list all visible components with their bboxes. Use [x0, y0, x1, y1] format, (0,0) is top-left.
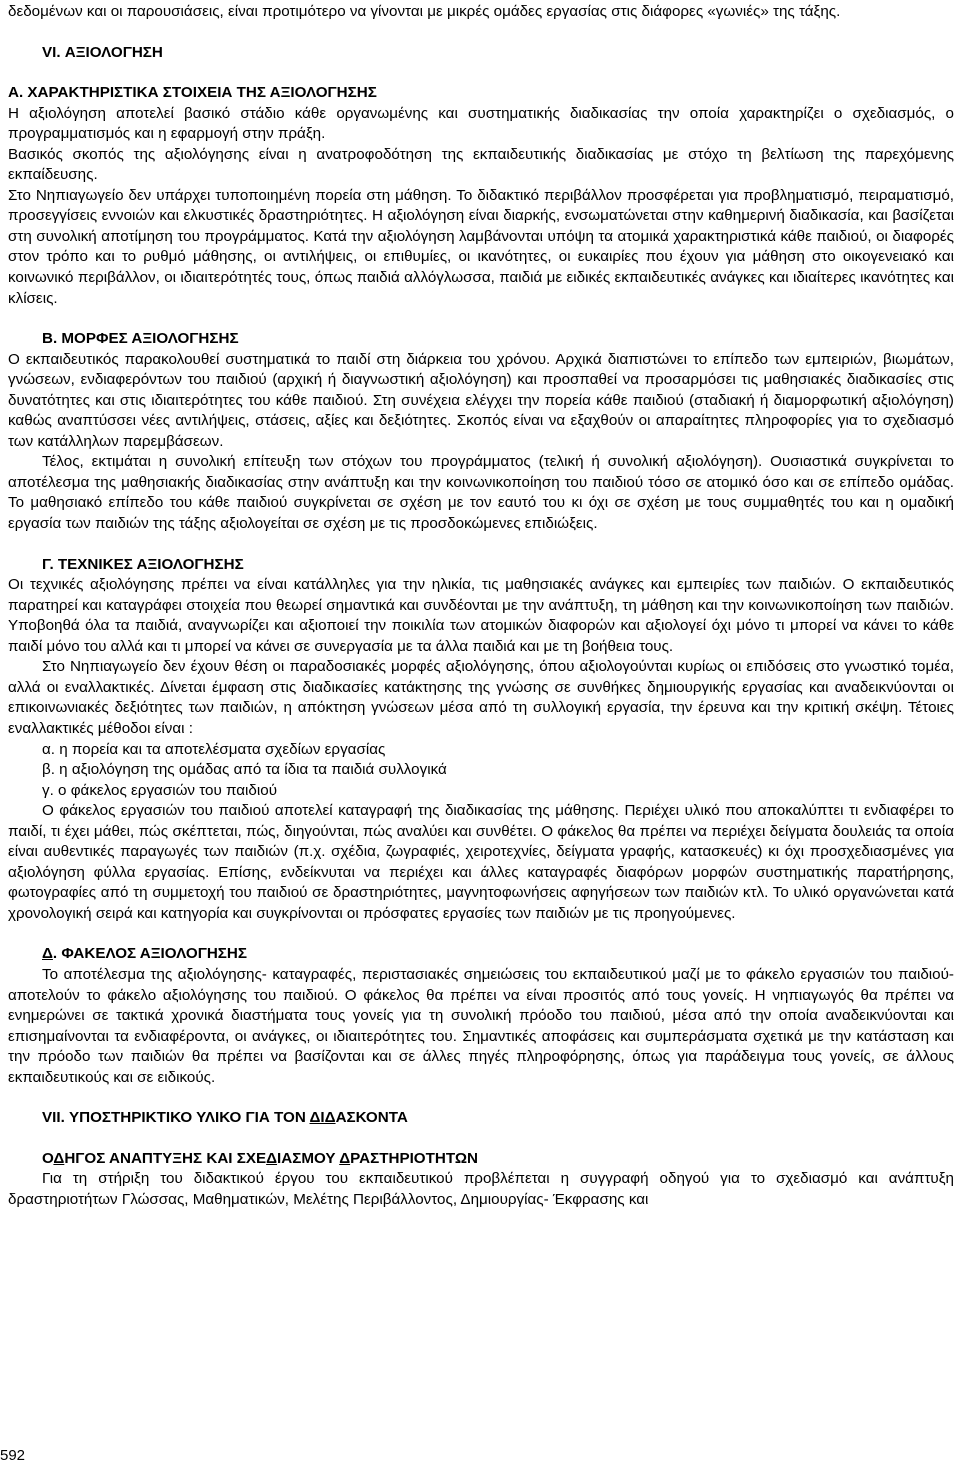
heading-text: VII. ΥΠΟΣΤΗΡΙΚΤΙΚΟ ΥΛΙΚΟ ΓΙΑ ΤΟΝ	[42, 1109, 310, 1127]
heading-underlined-letters: ΔΙΔ	[309, 1109, 336, 1127]
subsection-a-heading: Α. ΧΑΡΑΚΤΗΡΙΣΤΙΚΑ ΣΤΟΙΧΕΙΑ ΤΗΣ ΑΞΙΟΛΟΓΗΣΗΣ	[8, 84, 377, 102]
subsection-g-paragraph-3: Ο φάκελος εργασιών του παιδιού αποτελεί καταγραφή της διαδικασίας της μάθησης. Περιέχει υλικό που αποκαλύπτει τι ενδιαφέρει το παιδί, τι έχει μάθει, πώς σκέπτεται, πώς, διηγούνται, πώς αναλύει και συνθέτει. Ο φάκελος θα πρέπει να περιέχει δείγματα δουλειάς τα οποία είναι αυθεντικές παραγωγές των παιδιών (π.χ. σχέδια, ζωγραφιές, χειροτεχνίες, δείγματα γραφής, κατασκευές) κι όχι προσχεδιασμένες για αξιολόγηση φύλλα εργασίας. Επίσης, ενδείκνυται να περιέχει και άλλες καταγραφές διαφόρων μορφών συστηματικής παρατήρησης, φωτογραφίες από τη συμμετοχή του παιδιού σε δραστηριότητες, μαγνητοφωνήσεις αφηγήσεων των παιδιών κτλ. Το υλικό οργανώνεται κατά χρονολογική σειρά και κατηγορία και συγκρίνονται οι πρόσφατες εργασίες των παιδιών με τις προηγούμενες.	[8, 802, 954, 922]
guide-heading	[8, 1149, 954, 1170]
section-vi-heading: VI. ΑΞΙΟΛΟΓΗΣΗ	[42, 43, 163, 61]
subsection-b-heading: Β. ΜΟΡΦΕΣ ΑΞΙΟΛΟΓΗΣΗΣ	[42, 330, 239, 348]
heading-text: Ο	[42, 1149, 54, 1167]
subsection-a-paragraph-2: Βασικός σκοπός της αξιολόγησης είναι η ανατροφοδότηση της εκπαιδευτικής διαδικασίας με στόχο τη βελτίωση της παρεχόμενης εκπαίδευσης.	[8, 145, 954, 184]
heading-underlined-letter: Δ	[339, 1149, 351, 1167]
document-page	[8, 2, 954, 1210]
heading-text: ΡΑΣΤΗΡΙΟΤΗΤΩΝ	[350, 1149, 478, 1167]
subsection-b-paragraph-2: Τέλος, εκτιμάται η συνολική επίτευξη των στόχων του προγράμματος (τελική ή συνολική αξιολόγηση). Ουσιαστικά συγκρίνεται το αποτέλεσμα της μαθησιακής διαδικασίας στην ανάπτυξη και την κοινωνικοποίηση του παιδιού τόσο σε ατομικό όσο και σε επίπεδο ομάδας. Το μαθησιακό επίπεδο του κάθε παιδιού συγκρίνεται σε σχέση με τον εαυτό του κι όχι σε σχέση με τους συμμαθητές του και η ομαδική εργασία των παιδιών της τάξης αξιολογείται σε σχέση με τις προσδοκώμενες επιδιώξεις.	[8, 453, 954, 533]
list-item: β. η αξιολόγηση της ομάδας από τα ίδια τα παιδιά συλλογικά	[42, 761, 447, 779]
subsection-b-paragraph-1: Ο εκπαιδευτικός παρακολουθεί συστηματικά το παιδί στη διάρκεια του χρόνου. Αρχικά διαπιστώνει το επίπεδο των εμπειριών, βιωμάτων, γνώσεων, ενδιαφερόντων του παιδιού (αρχική ή διαγνωστική αξιολόγηση) και προσπαθεί να προσαρμόσει τις μαθησιακές διαδικασίες στις δυνατότητες και στις ιδιαιτερότητες του κάθε παιδιού. Στη συνέχεια ελέγχει την πορεία κάθε παιδιού (σταδιακή ή διαμορφωτική αξιολόγηση) καθώς αναπτύσσει νέες αντιλήψεις, στάσεις, αξίες και δεξιότητες. Σκοπός είναι να εξαχθούν οι απαραίτητες πληροφορίες για το σχεδιασμό των κατάλληλων παρεμβάσεων.	[8, 350, 954, 450]
heading-text: ΗΓΟΣ ΑΝΑΠΤΥΞΗΣ ΚΑΙ ΣΧΕ	[64, 1149, 267, 1167]
heading-underlined-letter: Δ	[266, 1149, 278, 1167]
list-item: γ. ο φάκελος εργασιών του παιδιού	[42, 781, 277, 799]
heading-text: . ΦΑΚΕΛΟΣ ΑΞΙΟΛΟΓΗΣΗΣ	[52, 945, 247, 963]
list-item: α. η πορεία και τα αποτελέσματα σχεδίων εργασίας	[42, 740, 386, 758]
heading-text: ΙΑΣΜΟΥ	[277, 1149, 340, 1167]
subsection-g-paragraph-1: Οι τεχνικές αξιολόγησης πρέπει να είναι κατάλληλες για την ηλικία, τις μαθησιακές ανάγκες και εμπειρίες των παιδιών. Ο εκπαιδευτικός παρατηρεί και καταγράφει στοιχεία που θεωρεί σημαντικά και συνδέονται με την ανάπτυξη, τη μάθηση και την κοινωνικοποίηση των παιδιών. Υποβοηθά όλα τα παιδιά, αναγνωρίζει και αξιοποιεί την ποικιλία των ατομικών διαφορών και αξιολογεί όχι μόνο τι μπορεί να κάνει το κάθε παιδί μόνο του αλλά και τι μπορεί να κάνει σε συνεργασία με τα άλλα παιδιά και με τη βοήθεια τους.	[8, 576, 954, 655]
subsection-d-paragraph-1: Το αποτέλεσμα της αξιολόγησης- καταγραφές, περιστασιακές σημειώσεις του εκπαιδευτικού μαζί με το φάκελο εργασιών του παιδιού- αποτελούν το φάκελο αξιολόγησης του παιδιού. Ο φάκελος θα πρέπει να είναι προσιτός από τους γονείς. Η νηπιαγωγός θα πρέπει να ενημερώνει σε τακτικά χρονικά διαστήματα τους γονείς για τη συνολική πρόοδο του παιδιού, μέσα από την οποία αναδεικνύονται και επισημαίνονται τα ενδιαφέροντα, οι ανάγκες, οι ιδιαιτερότητες του. Σημαντικές αποφάσεις και συμπεράσματα σχετικά με την κατάσταση και την πρόοδο των παιδιών θα πρέπει να βασίζονται και σε άλλες πηγές πληροφόρησης, όπως για παράδειγμα τους γονείς, σε άλλους εκπαιδευτικούς και σε ειδικούς.	[8, 965, 954, 1086]
subsection-g-heading: Γ. ΤΕΧΝΙΚΕΣ ΑΞΙΟΛΟΓΗΣΗΣ	[42, 555, 244, 573]
subsection-d-heading	[8, 944, 954, 965]
section-vii-heading	[8, 1108, 954, 1129]
heading-underlined-letter: Δ	[53, 1149, 65, 1167]
lead-paragraph: δεδομένων και οι παρουσιάσεις, είναι προτιμότερο να γίνονται με μικρές ομάδες εργασίας στις διάφορες «γωνιές» της τάξης.	[8, 3, 841, 20]
guide-paragraph-1: Για τη στήριξη του διδακτικού έργου του εκπαιδευτικού προβλέπεται η συγγραφή οδηγού για το σχεδιασμό και ανάπτυξη δραστηριοτήτων Γλώσσας, Μαθηματικών, Μελέτης Περιβάλλοντος, Δημιουργίας- Έκφρασης και	[8, 1170, 954, 1208]
page-number: 592	[0, 1447, 26, 1464]
subsection-g-paragraph-2: Στο Νηπιαγωγείο δεν έχουν θέση οι παραδοσιακές μορφές αξιολόγησης, όπου αξιολογούνται κυρίως οι επιδόσεις στο γνωστικό τομέα, αλλά οι εναλλακτικές. Δίνεται έμφαση στις διαδικασίες κατάκτησης της γνώσης σε συνθήκες δημιουργικής εργασίας και αναδεικνύονται οι επικοινωνιακές δεξιότητες των παιδιών, η απόκτηση γνώσεων μέσα από τη συλλογική εργασία, την έρευνα και την κριτική σκέψη. Τέτοιες εναλλακτικές μέθοδοι είναι :	[8, 658, 954, 737]
heading-text: ΑΣΚΟΝΤΑ	[335, 1109, 408, 1127]
subsection-a-paragraph-3: Στο Νηπιαγωγείο δεν υπάρχει τυποποιημένη πορεία στη μάθηση. Το διδακτικό περιβάλλον προσφέρεται για προβληματισμό, πειραματισμό, προσεγγίσεις εννοιών και ελκυστικές δραστηριότητες. Η αξιολόγηση είναι διαρκής, ενσωματώνεται στην καθημερινή διαδικασία, και βασίζεται στη συνολική αποτίμηση του προγράμματος. Κατά την αξιολόγηση λαμβάνονται υπόψη τα ατομικά χαρακτηριστικά κάθε παιδιού, οι διαφορές στον τρόπο και το ρυθμό μάθησης, οι αντιλήψεις, οι επιθυμίες, οι ικανότητες, οι ευκαιρίες που έχουν για μάθηση στο οικογενειακό και κοινωνικό περιβάλλον, οι ιδιαιτερότητές τους, όπως παιδιά αλλόγλωσσα, παιδιά με ειδικές εκπαιδευτικές ανάγκες και ιδιαίτερες ικανότητες και κλίσεις.	[8, 186, 954, 307]
heading-underlined-letter: Δ	[42, 945, 53, 963]
subsection-a-paragraph-1: Η αξιολόγηση αποτελεί βασικό στάδιο κάθε οργανωμένης και συστηματικής διαδικασίας την οποία χαρακτηρίζει ο σχεδιασμός, ο προγραμματισμός και η εφαρμογή στην πράξη.	[8, 104, 954, 143]
